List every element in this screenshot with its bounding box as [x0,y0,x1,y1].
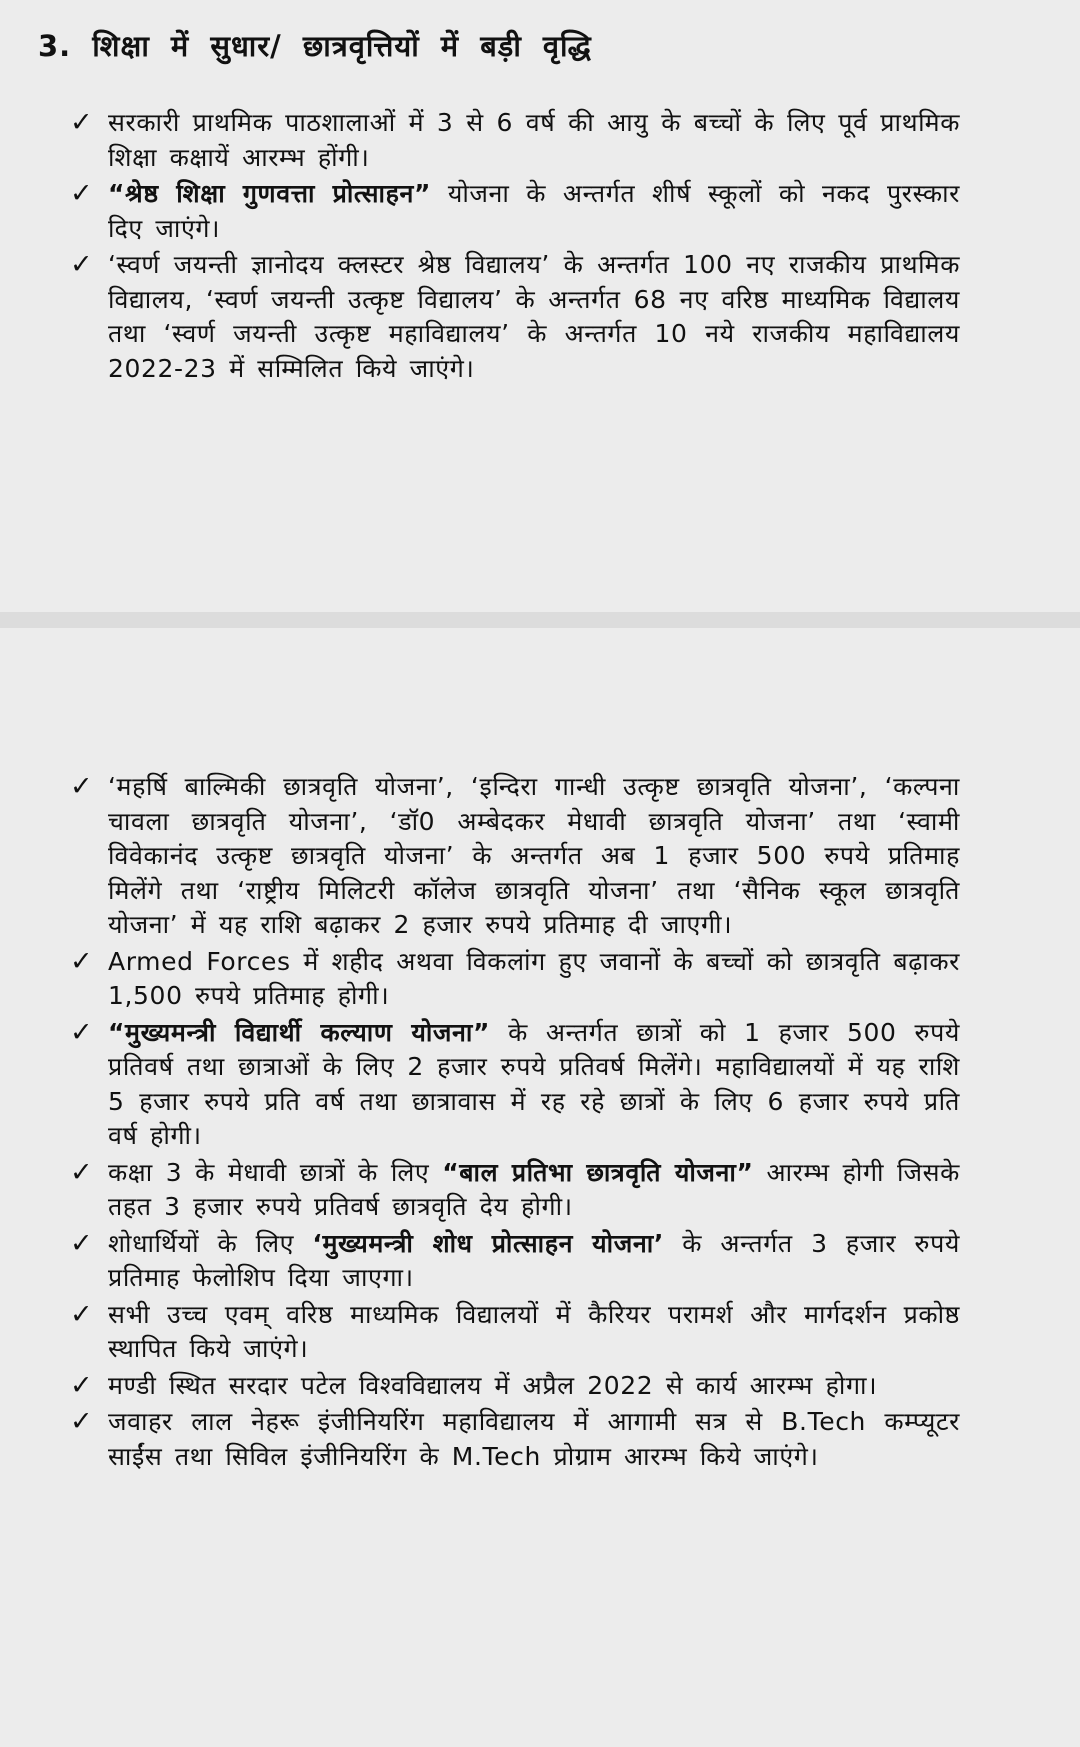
bullet-item [70,177,960,246]
bullet-text-after: आरम्भ होगी जिसके तहत 3 हजार रुपये प्रतिवर्ष छात्रवृति देय होगी। [108,1157,960,1221]
bullet-item [70,1016,960,1154]
bullet-text-bold: ‘मुख्यमन्त्री शोध प्रोत्साहन योजना’ [312,1228,664,1258]
document-page-top [0,0,1080,612]
bullet-text-before: ‘स्वर्ण जयन्ती ज्ञानोदय क्लस्टर श्रेष्ठ विद्यालय’ के अन्तर्गत 100 नए राजकीय प्राथमिक विद्यालय, ‘स्वर्ण जयन्ती उत्कृष्ट विद्यालय’ के अन्तर्गत 68 नए वरिष्ठ माध्यमिक विद्यालय तथा ‘स्वर्ण जयन्ती उत्कृष्ट महाविद्यालय’ के अन्तर्गत 10 नये राजकीय महाविद्यालय 2022-23 में सम्मिलित किये जाएंगे। [108,250,960,383]
document-page-bottom [0,628,1080,1747]
bullet-item [70,248,960,386]
bullet-text [108,250,960,383]
bullet-text [108,1229,960,1293]
bullet-text [108,1158,960,1222]
check-mark-icon: ✓ [70,1156,94,1188]
bullet-text-before: मण्डी स्थित सरदार पटेल विश्वविद्यालय में अप्रैल 2022 से कार्य आरम्भ होगा। [108,1370,878,1400]
bullet-text [108,1018,960,1151]
bullet-item [70,770,960,943]
check-mark-icon: ✓ [70,1227,94,1259]
bullet-item [70,1369,960,1404]
bullet-text-before: जवाहर लाल नेहरू इंजीनियरिंग महाविद्यालय में आगामी सत्र से B.Tech कम्प्यूटर साईंस तथा सिविल इंजीनियरिंग के M.Tech प्रोग्राम आरम्भ किये जाएंगे। [108,1407,960,1471]
check-mark-icon: ✓ [70,1406,94,1437]
check-mark-icon: ✓ [70,1369,94,1401]
bullet-text-after: योजना के अन्तर्गत शीर्ष स्कूलों को नकद पुरस्कार दिए जाएंगे। [108,179,961,243]
check-mark-icon: ✓ [70,178,94,209]
bullet-text [108,1407,960,1471]
bullet-text [108,1300,960,1364]
bullet-text [108,947,960,1011]
check-mark-icon: ✓ [70,1016,94,1048]
bullet-text-before: कक्षा 3 के मेधावी छात्रों के लिए [108,1157,443,1187]
check-mark-icon: ✓ [70,945,94,977]
bullet-text-after: के अन्तर्गत छात्रों को 1 हजार 500 रुपये प्रतिवर्ष तथा छात्राओं के लिए 2 हजार रुपये प्रतिवर्ष मिलेंगे। महाविद्यालयों में यह राशि 5 हजार रुपये प्रति वर्ष तथा छात्रावास में रह रहे छात्रों के लिए 6 हजार रुपये प्रति वर्ष होगी। [108,1017,960,1150]
bullet-text-bold: “श्रेष्ठ शिक्षा गुणवत्ता प्रोत्साहन” [108,179,432,208]
bullet-text [108,179,960,243]
bullet-text-before: सभी उच्च एवम् वरिष्ठ माध्यमिक विद्यालयों में कैरियर परामर्श और मार्गदर्शन प्रकोष्ठ स्थापित किये जाएंगे। [108,1299,960,1363]
bullet-text-before: शोधार्थियों के लिए [108,1228,313,1258]
section-heading: 3. शिक्षा में सुधार/ छात्रवृत्तियों में बड़ी वृद्धि [38,29,592,63]
bullet-text [108,772,960,939]
page-separator [0,612,1080,628]
bullet-text-bold: “बाल प्रतिभा छात्रवृति योजना” [442,1157,754,1187]
check-mark-icon: ✓ [70,249,94,280]
check-mark-icon: ✓ [70,771,94,802]
bullet-text [108,108,960,172]
bullet-item [70,1156,960,1225]
bullet-list-top [70,106,960,388]
bullet-text-after: के अन्तर्गत 3 हजार रुपये प्रतिमाह फेलोशिप दिया जाएगा। [108,1228,960,1292]
bullet-text-before: Armed Forces में शहीद अथवा विकलांग हुए जवानों के बच्चों को छात्रवृति बढ़ाकर 1,500 रुपये प्रतिमाह होगी। [108,946,960,1010]
check-mark-icon: ✓ [70,107,94,138]
check-mark-icon: ✓ [70,1298,94,1330]
bullet-text-before: सरकारी प्राथमिक पाठशालाओं में 3 से 6 वर्ष की आयु के बच्चों के लिए पूर्व प्राथमिक शिक्षा कक्षायें आरम्भ होंगी। [108,108,960,172]
bullet-item [70,106,960,175]
bullet-item [70,945,960,1014]
bullet-list-bottom [70,770,960,1476]
bullet-text [108,1371,877,1400]
bullet-item [70,1227,960,1296]
bullet-text-before: ‘महर्षि बाल्मिकी छात्रवृति योजना’, ‘इन्दिरा गान्धी उत्कृष्ट छात्रवृति योजना’, ‘कल्पना चावला छात्रवृति योजना’, ‘डॉ0 अम्बेदकर मेधावी छात्रवृति योजना’ तथा ‘स्वामी विवेकानंद उत्कृष्ट छात्रवृति योजना’ के अन्तर्गत अब 1 हजार 500 रुपये प्रतिमाह मिलेंगे तथा ‘राष्ट्रीय मिलिटरी कॉलेज छात्रवृति योजना’ तथा ‘सैनिक स्कूल छात्रवृति योजना’ में यह राशि बढ़ाकर 2 हजार रुपये प्रतिमाह दी जाएगी। [108,772,960,939]
bullet-item [70,1298,960,1367]
bullet-item [70,1405,960,1474]
bullet-text-bold: “मुख्यमन्त्री विद्यार्थी कल्याण योजना” [108,1017,491,1047]
